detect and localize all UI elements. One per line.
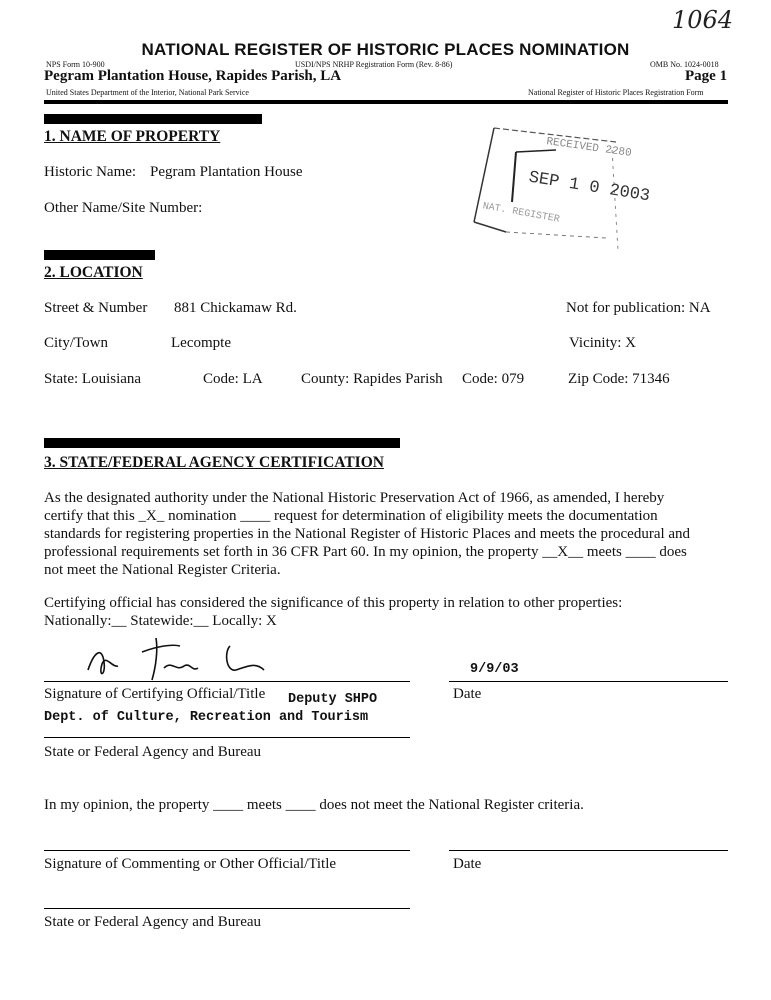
section2-heading: 2. LOCATION — [44, 264, 143, 281]
county: County: Rapides Parish — [301, 371, 443, 387]
section3-heading: 3. STATE/FEDERAL AGENCY CERTIFICATION — [44, 454, 384, 471]
handwritten-page-number: 1064 — [672, 6, 734, 34]
page-number: Page 1 — [685, 68, 728, 84]
agency-line-2 — [44, 908, 410, 909]
paragraph-line: standards for registering properties in the National Register of Historic Places and meets the procedural and — [44, 526, 691, 542]
paragraph-line: professional requirements set forth in 36 CFR Part 60. In my opinion, the property __X__ meets ____ does — [44, 544, 687, 560]
certifying-signature-label: Signature of Certifying Official/Title — [44, 686, 266, 702]
opinion-line: In my opinion, the property ____ meets ____ does not meet the National Register criteria. — [44, 797, 584, 813]
section2-bar — [44, 250, 155, 260]
commenting-signature-label: Signature of Commenting or Other Official/Title — [44, 856, 337, 872]
section1-heading: 1. NAME OF PROPERTY — [44, 128, 221, 145]
date-label: Date — [453, 686, 482, 702]
registration-form-name: National Register of Historic Places Registration Form — [528, 88, 704, 97]
city-value: Lecompte — [171, 335, 231, 351]
county-code: Code: 079 — [462, 371, 525, 387]
state: State: Louisiana — [44, 371, 142, 387]
paragraph-line: As the designated authority under the National Historic Preservation Act of 1966, as amended, I hereby — [44, 490, 665, 506]
city-label: City/Town — [44, 335, 108, 351]
agency-label-2: State or Federal Agency and Bureau — [44, 914, 262, 930]
header-rule — [44, 100, 728, 104]
section1-bar — [44, 114, 262, 124]
state-code: Code: LA — [203, 371, 263, 387]
date-line — [449, 681, 728, 682]
significance-line: Certifying official has considered the significance of this property in relation to other properties: — [44, 595, 623, 611]
certifying-title: Deputy SHPO — [288, 692, 378, 707]
stamp-date: SEP 1 0 2003 — [527, 168, 652, 207]
agency-line — [44, 737, 410, 738]
street-value: 881 Chickamaw Rd. — [174, 300, 297, 316]
paragraph-line: certify that this _X_ nomination ____ request for determination of eligibility meets the documentation — [44, 508, 658, 524]
vicinity: Vicinity: X — [569, 335, 637, 351]
zip-code: Zip Code: 71346 — [568, 371, 670, 387]
received-stamp — [466, 120, 652, 252]
signature-date: 9/9/03 — [470, 662, 519, 677]
street-label: Street & Number — [44, 300, 148, 316]
handwritten-signature — [80, 632, 280, 684]
omb-number: OMB No. 1024-0018 — [650, 60, 719, 69]
other-name-label: Other Name/Site Number: — [44, 200, 203, 216]
historic-name-value: Pegram Plantation House — [150, 164, 303, 180]
certifying-signature-line — [44, 681, 410, 682]
historic-name-label: Historic Name: — [44, 164, 137, 180]
department-name: Dept. of Culture, Recreation and Tourism — [44, 710, 369, 725]
significance-levels: Nationally:__ Statewide:__ Locally: X — [44, 613, 277, 629]
section3-bar — [44, 438, 400, 448]
commenting-date-line — [449, 850, 728, 851]
stamp-register: NAT. REGISTER — [481, 201, 561, 226]
department-line: United States Department of the Interior, National Park Service — [46, 88, 249, 97]
property-header: Pegram Plantation House, Rapides Parish, LA — [44, 68, 342, 84]
paragraph-line: not meet the National Register Criteria. — [44, 562, 281, 578]
stamp-received: RECEIVED 2280 — [545, 136, 633, 160]
form-title: NATIONAL REGISTER OF HISTORIC PLACES NOMINATION — [141, 40, 630, 59]
form-number: NPS Form 10-900 — [46, 60, 105, 69]
registration-form-rev: USDI/NPS NRHP Registration Form (Rev. 8-86) — [295, 60, 453, 69]
commenting-date-label: Date — [453, 856, 482, 872]
certification-paragraph — [44, 489, 734, 579]
commenting-signature-line — [44, 850, 410, 851]
not-for-publication: Not for publication: NA — [566, 300, 711, 316]
agency-label: State or Federal Agency and Bureau — [44, 744, 262, 760]
